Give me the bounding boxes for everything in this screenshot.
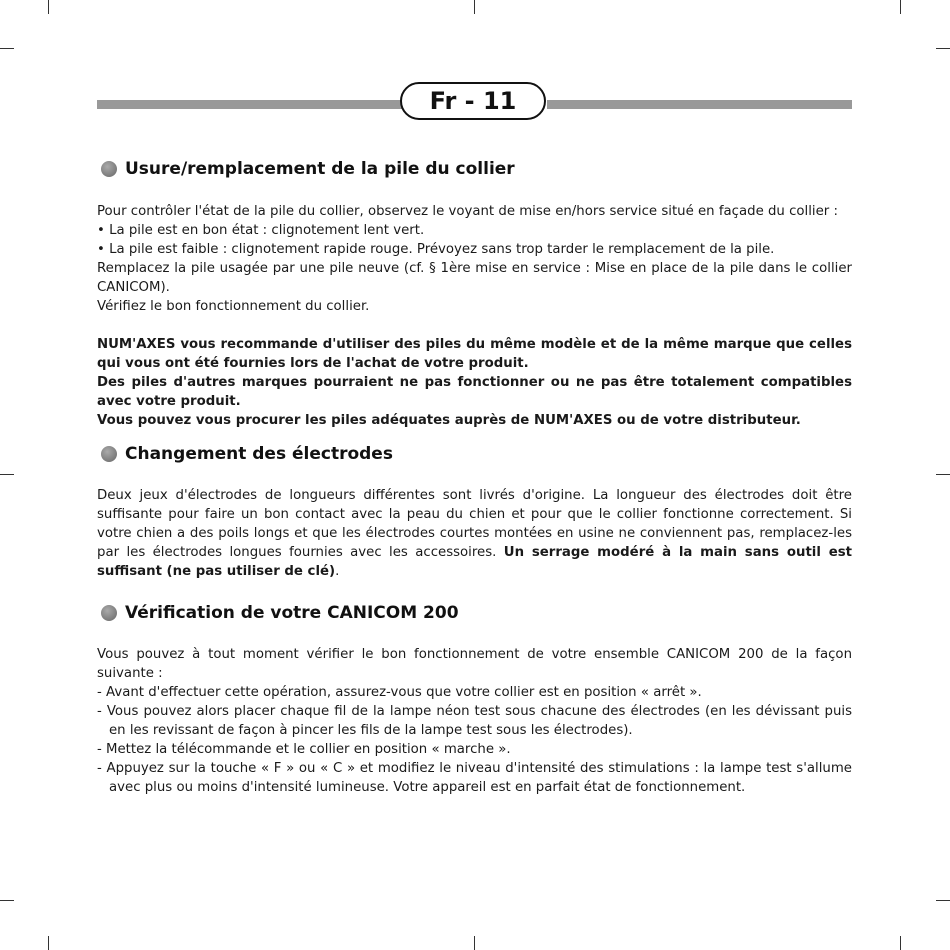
section-title-electrodes: Changement des électrodes [97,444,852,464]
crop-mark [0,474,14,475]
section-bullet-icon [101,605,117,621]
crop-mark [0,900,14,901]
paragraph: Deux jeux d'électrodes de longueurs différentes sont livrés d'origine. La longueur des électrodes doit être suffisante pour faire un bon contact avec la peau du chien et pour que le collier fonctionne correctement. Si votre chien a des poils longs et que les électrodes courtes montées en usine ne conviennent pas, remplacez-les par les électrodes longues fournies avec les accessoires. Un serrage modéré à la main sans outil est suffisant (ne pas utiliser de clé). [97,488,852,579]
paragraph: Vérifiez le bon fonctionnement du collier. [97,299,370,314]
bold-notice: Des piles d'autres marques pourraient ne pas fonctionner ou ne pas être totalement compatibles avec votre produit. [97,375,852,409]
page-number: Fr - 11 [429,87,517,115]
crop-mark [900,0,901,14]
crop-mark [936,900,950,901]
section-bullet-icon [101,161,117,177]
list-item: - Vous pouvez alors placer chaque fil de la lampe néon test sous chacune des électrodes (en les dévissant puis en les revissant de façon à pincer les fils de la lampe test sous les électrodes). [97,704,852,738]
crop-mark [48,936,49,950]
paragraph: Vous pouvez à tout moment vérifier le bon fonctionnement de votre ensemble CANICOM 200 de la façon suivante : [97,647,852,681]
bold-notice: NUM'AXES vous recommande d'utiliser des piles du même modèle et de la même marque que celles qui vous ont été fournies lors de l'achat de votre produit. [97,337,852,371]
section-title-verification: Vérification de votre CANICOM 200 [97,603,852,623]
paragraph: Pour contrôler l'état de la pile du collier, observez le voyant de mise en/hors service situé en façade du collier : [97,204,838,219]
crop-mark [936,474,950,475]
crop-mark [0,48,14,49]
crop-mark [48,0,49,14]
list-item: - Mettez la télécommande et le collier en position « marche ». [97,742,511,757]
page-number-badge [400,82,546,120]
bold-notice: Vous pouvez vous procurer les piles adéquates auprès de NUM'AXES ou de votre distributeur. [97,413,801,428]
section-bullet-icon [101,446,117,462]
section-title-battery: Usure/remplacement de la pile du collier [97,159,852,179]
crop-mark [900,936,901,950]
page-content [97,155,852,797]
crop-mark [936,48,950,49]
header-rule-right [547,100,852,109]
list-item: - Avant d'effectuer cette opération, assurez-vous que votre collier est en position « arrêt ». [97,685,702,700]
list-item: • La pile est faible : clignotement rapide rouge. Prévoyez sans trop tarder le remplacement de la pile. [97,242,775,257]
list-item: - Appuyez sur la touche « F » ou « C » et modifiez le niveau d'intensité des stimulations : la lampe test s'allume avec plus ou moins d'intensité lumineuse. Votre appareil est en parfait état de fonctionnement. [97,761,852,795]
header-rule-left [97,100,403,109]
list-item: • La pile est en bon état : clignotement lent vert. [97,223,425,238]
crop-mark [474,0,475,14]
crop-mark [474,936,475,950]
paragraph: Remplacez la pile usagée par une pile neuve (cf. § 1ère mise en service : Mise en place de la pile dans le collier CANICOM). [97,261,852,295]
